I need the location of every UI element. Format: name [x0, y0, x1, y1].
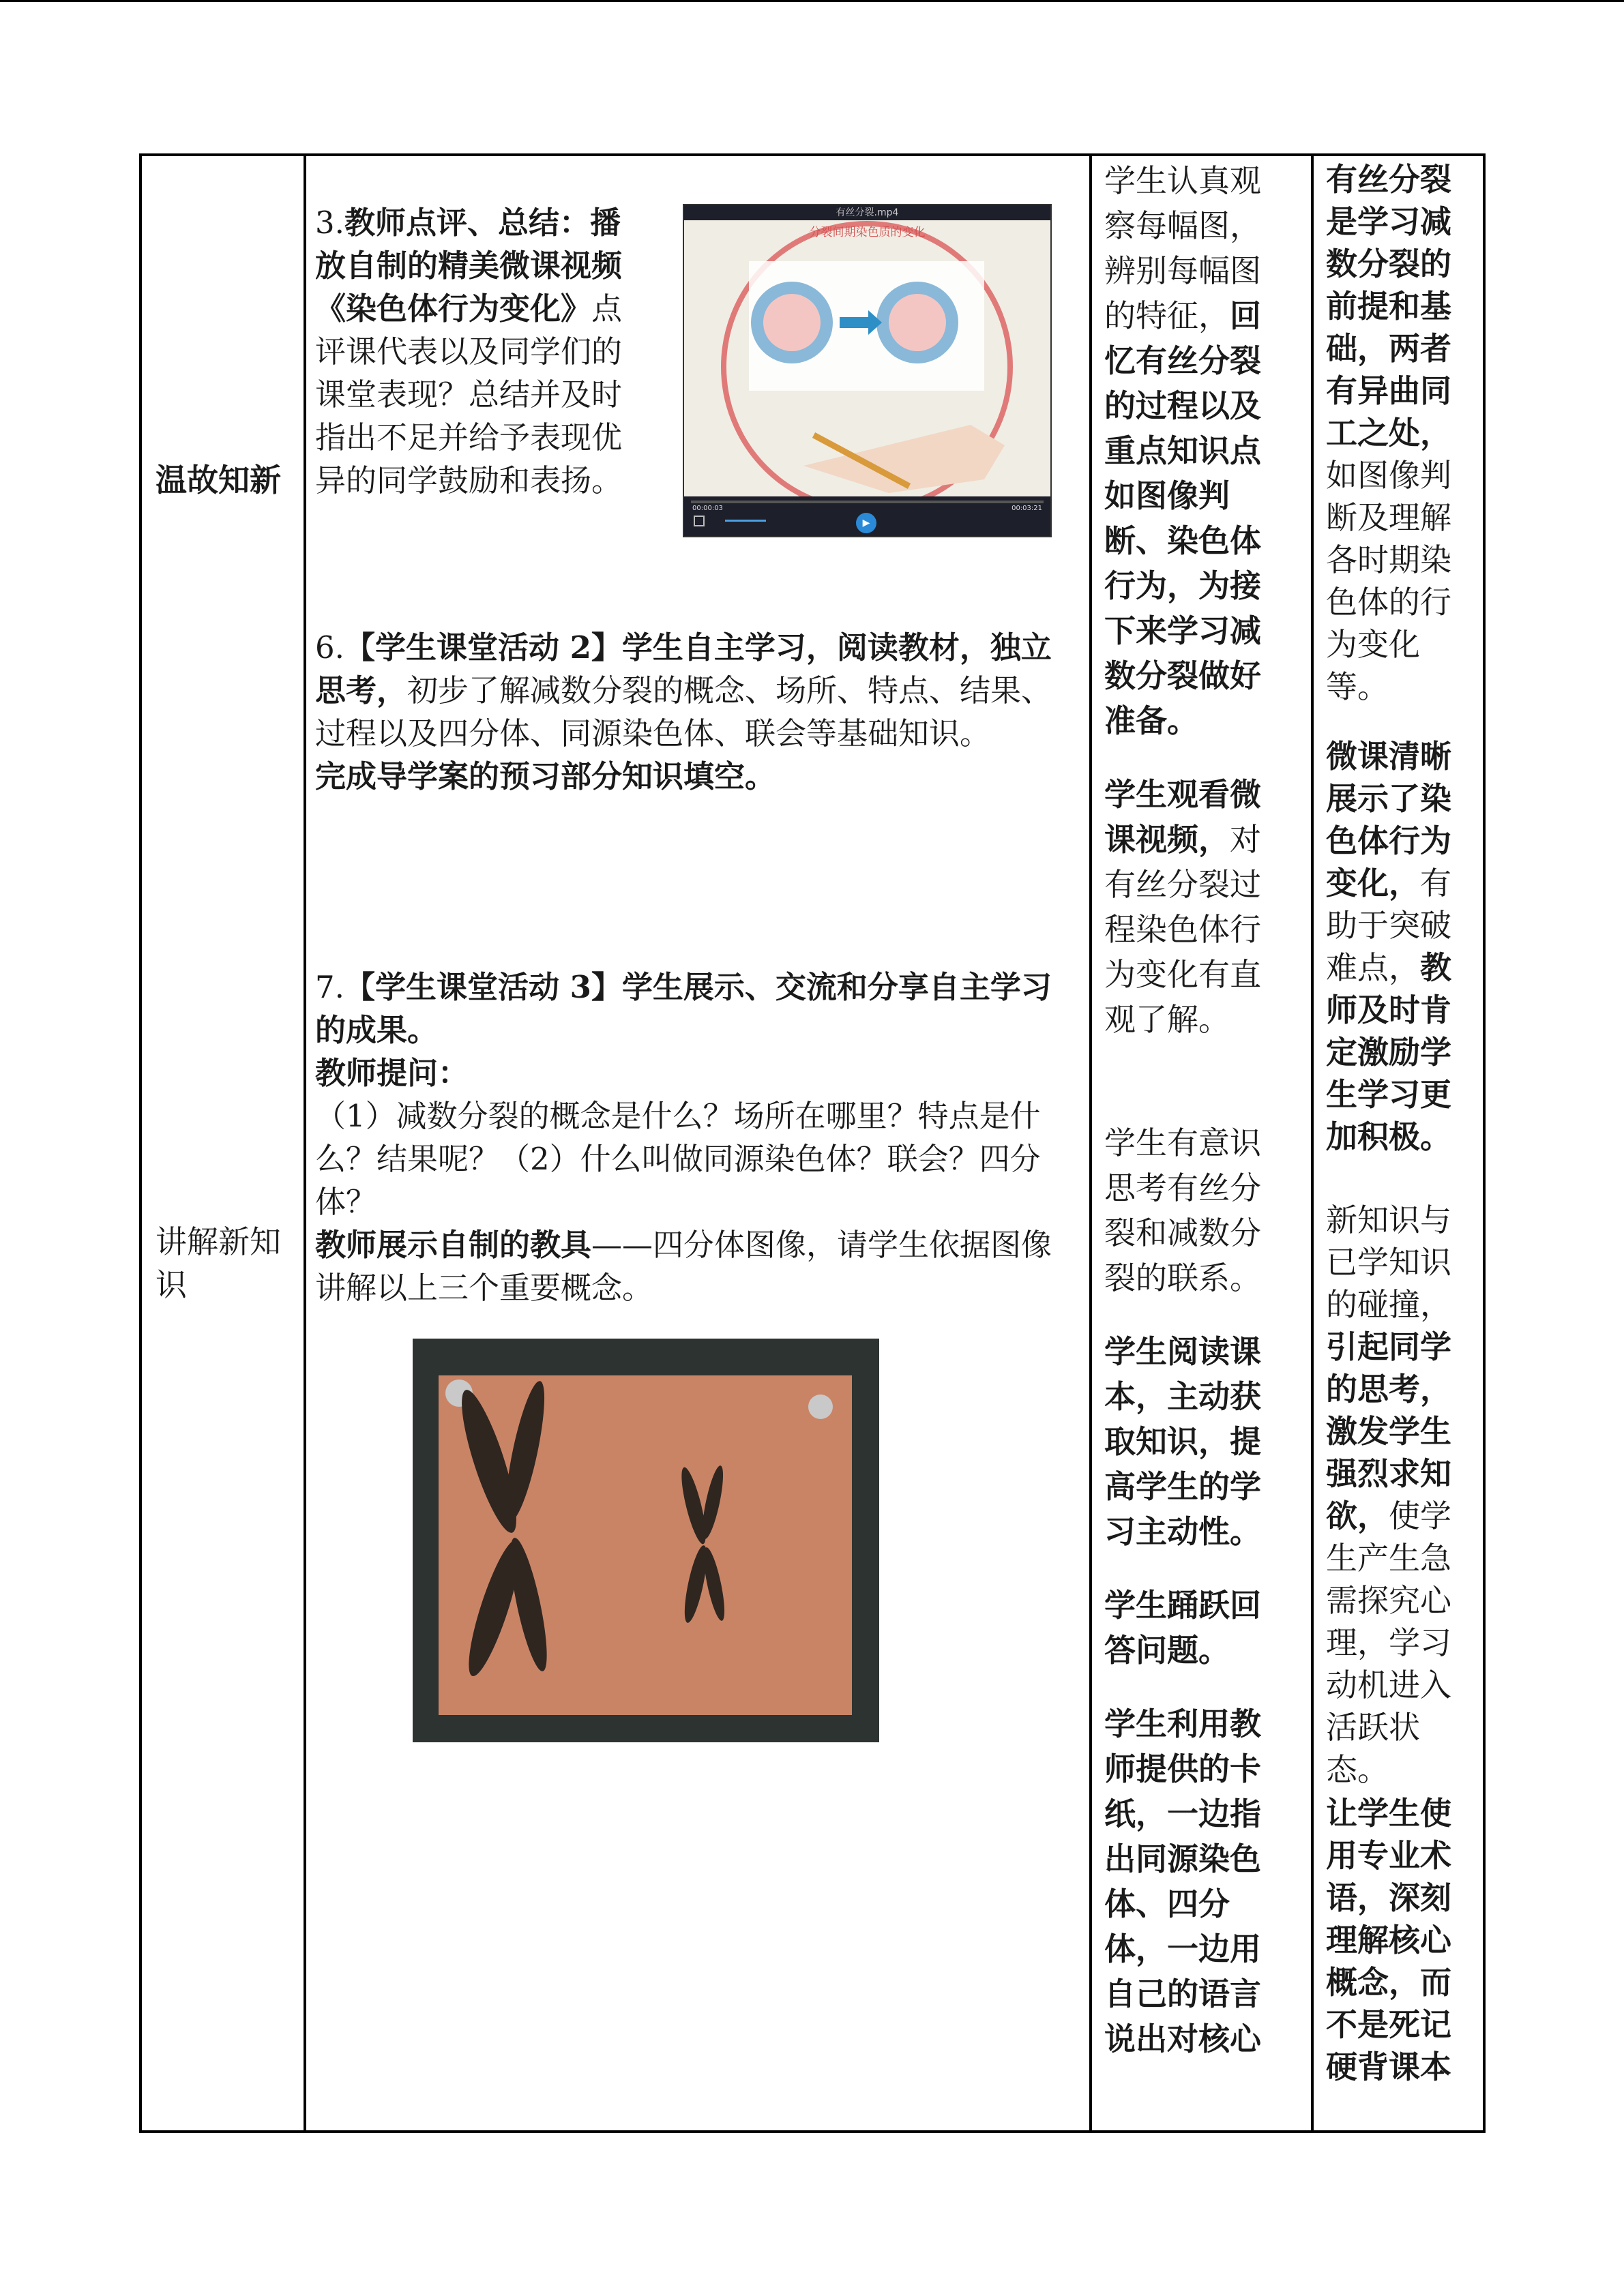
teaching-aid-bold: 教师展示自制的教具: [315, 1227, 592, 1263]
column-divider: [304, 156, 306, 2130]
intent-p1-bold: 有丝分裂是学习减数分裂的前提和基础，两者有异曲同工之处，: [1326, 161, 1451, 451]
item-3-rest: 点评课代表以及同学们的课堂表现？总结并及时指出不足并给予表现优异的同学鼓励和表扬。: [315, 290, 623, 498]
video-frame: [684, 220, 1050, 496]
video-progress-track[interactable]: [691, 501, 1044, 503]
video-time-current: 00:00:03: [692, 505, 723, 512]
intent-p2-bold1: 微课清晰展示了染色体行为变化，: [1326, 738, 1451, 901]
student-para-3: 学生有意识思考有丝分裂和减数分裂的联系。: [1104, 1124, 1261, 1296]
video-caption: 分裂间期染色质的变化: [809, 226, 926, 239]
teacher-question-title: 教师提问：: [315, 1055, 469, 1091]
intent-p3-normal: 新知识与已学知识的碰撞，: [1326, 1202, 1451, 1323]
tetrad-teaching-aid-photo: [413, 1339, 879, 1742]
intent-p2-bold2: 教师及时肯定激励学生学习更加积极。: [1326, 949, 1451, 1155]
teacher-questions: （1）减数分裂的概念是什么？场所在哪里？特点是什么？结果呢？（2）什么叫做同源染色体？联会？四分体？: [315, 1098, 1041, 1220]
intent-p2-normal: 有助于突破难点，: [1326, 865, 1451, 986]
row-label-new-knowledge: 讲解新知识: [156, 1223, 281, 1303]
student-p1-normal: 学生认真观察每幅图，辨别每幅图的特征，: [1104, 162, 1261, 334]
video-controls: [684, 496, 1050, 536]
design-intent-column: [1326, 158, 1476, 2088]
student-para-6: 学生利用教师提供的卡纸，一边指出同源染色体、四分体，一边用自己的语言说出对核心: [1104, 1705, 1261, 2057]
playlist-icon[interactable]: [694, 516, 705, 526]
video-time-total: 00:03:21: [1012, 505, 1042, 512]
student-para-2: [1104, 772, 1283, 1042]
item-7-bold: 【学生课堂活动 3】学生展示、交流和分享自主学习的成果。: [315, 969, 1052, 1048]
student-p1-bold: 回忆有丝分裂的过程以及重点知识点如图像判断、染色体行为，为接下来学习减数分裂做好准备。: [1104, 297, 1261, 739]
item-6-number: 6.: [315, 629, 344, 666]
item-7-number: 7.: [315, 969, 344, 1005]
item-7-text: [315, 966, 1079, 1309]
intent-para-3: [1326, 1199, 1476, 1791]
teaching-aid-rest: ——四分体图像，请学生依据图像讲解以上三个重要概念。: [315, 1227, 1052, 1306]
student-para-5: 学生踊跃回答问题。: [1104, 1587, 1261, 1669]
micro-lesson-video[interactable]: [683, 204, 1052, 537]
page-top-border: [0, 0, 1624, 2]
item-3-bold: 教师点评、总结：播放自制的精美微课视频《染色体行为变化》: [315, 205, 623, 327]
student-p2-normal: 对有丝分裂过程染色体行为变化有直观了解。: [1104, 821, 1261, 1038]
intent-para-2: [1326, 735, 1476, 1158]
student-p2-bold: 学生观看微课视频，: [1104, 776, 1261, 858]
column-divider: [1089, 156, 1092, 2130]
item-3-number: 3.: [315, 205, 344, 241]
student-para-1: [1104, 158, 1283, 743]
column-divider: [1311, 156, 1314, 2130]
item-6-text: [315, 626, 1079, 798]
video-filename: 有丝分裂.mp4: [684, 205, 1050, 220]
intent-para-4: 让学生使用专业术语，深刻理解核心概念，而不是死记硬背课本: [1326, 1795, 1451, 2085]
intent-p3-normal2: 使学生产生急需探究心理，学习动机进入活跃状态。: [1326, 1497, 1451, 1788]
item-6-task: 完成导学案的预习部分知识填空。: [315, 758, 776, 794]
intent-p1-normal: 如图像判断及理解各时期染色体的行为变化等。: [1326, 457, 1451, 705]
item-6-rest: 初步了解减数分裂的概念、场所、特点、结果、过程以及四分体、同源染色体、联会等基础知识。: [315, 672, 1052, 751]
row-label-review: 温故知新: [156, 462, 281, 498]
intent-p3-bold: 引起同学的思考，激发学生强烈求知欲，: [1326, 1328, 1451, 1534]
student-para-4: 学生阅读课本，主动获取知识，提高学生的学习主动性。: [1104, 1333, 1261, 1550]
play-icon[interactable]: ▶: [856, 513, 876, 533]
student-activity-column: [1104, 158, 1283, 2061]
item-3-text: [315, 201, 651, 502]
intent-para-1: [1326, 158, 1476, 708]
volume-slider[interactable]: [725, 520, 766, 522]
chromosome-drawing: [413, 1339, 879, 1742]
item-6-bold: 【学生课堂活动 2】学生自主学习，阅读教材，独立思考，: [315, 629, 1052, 709]
